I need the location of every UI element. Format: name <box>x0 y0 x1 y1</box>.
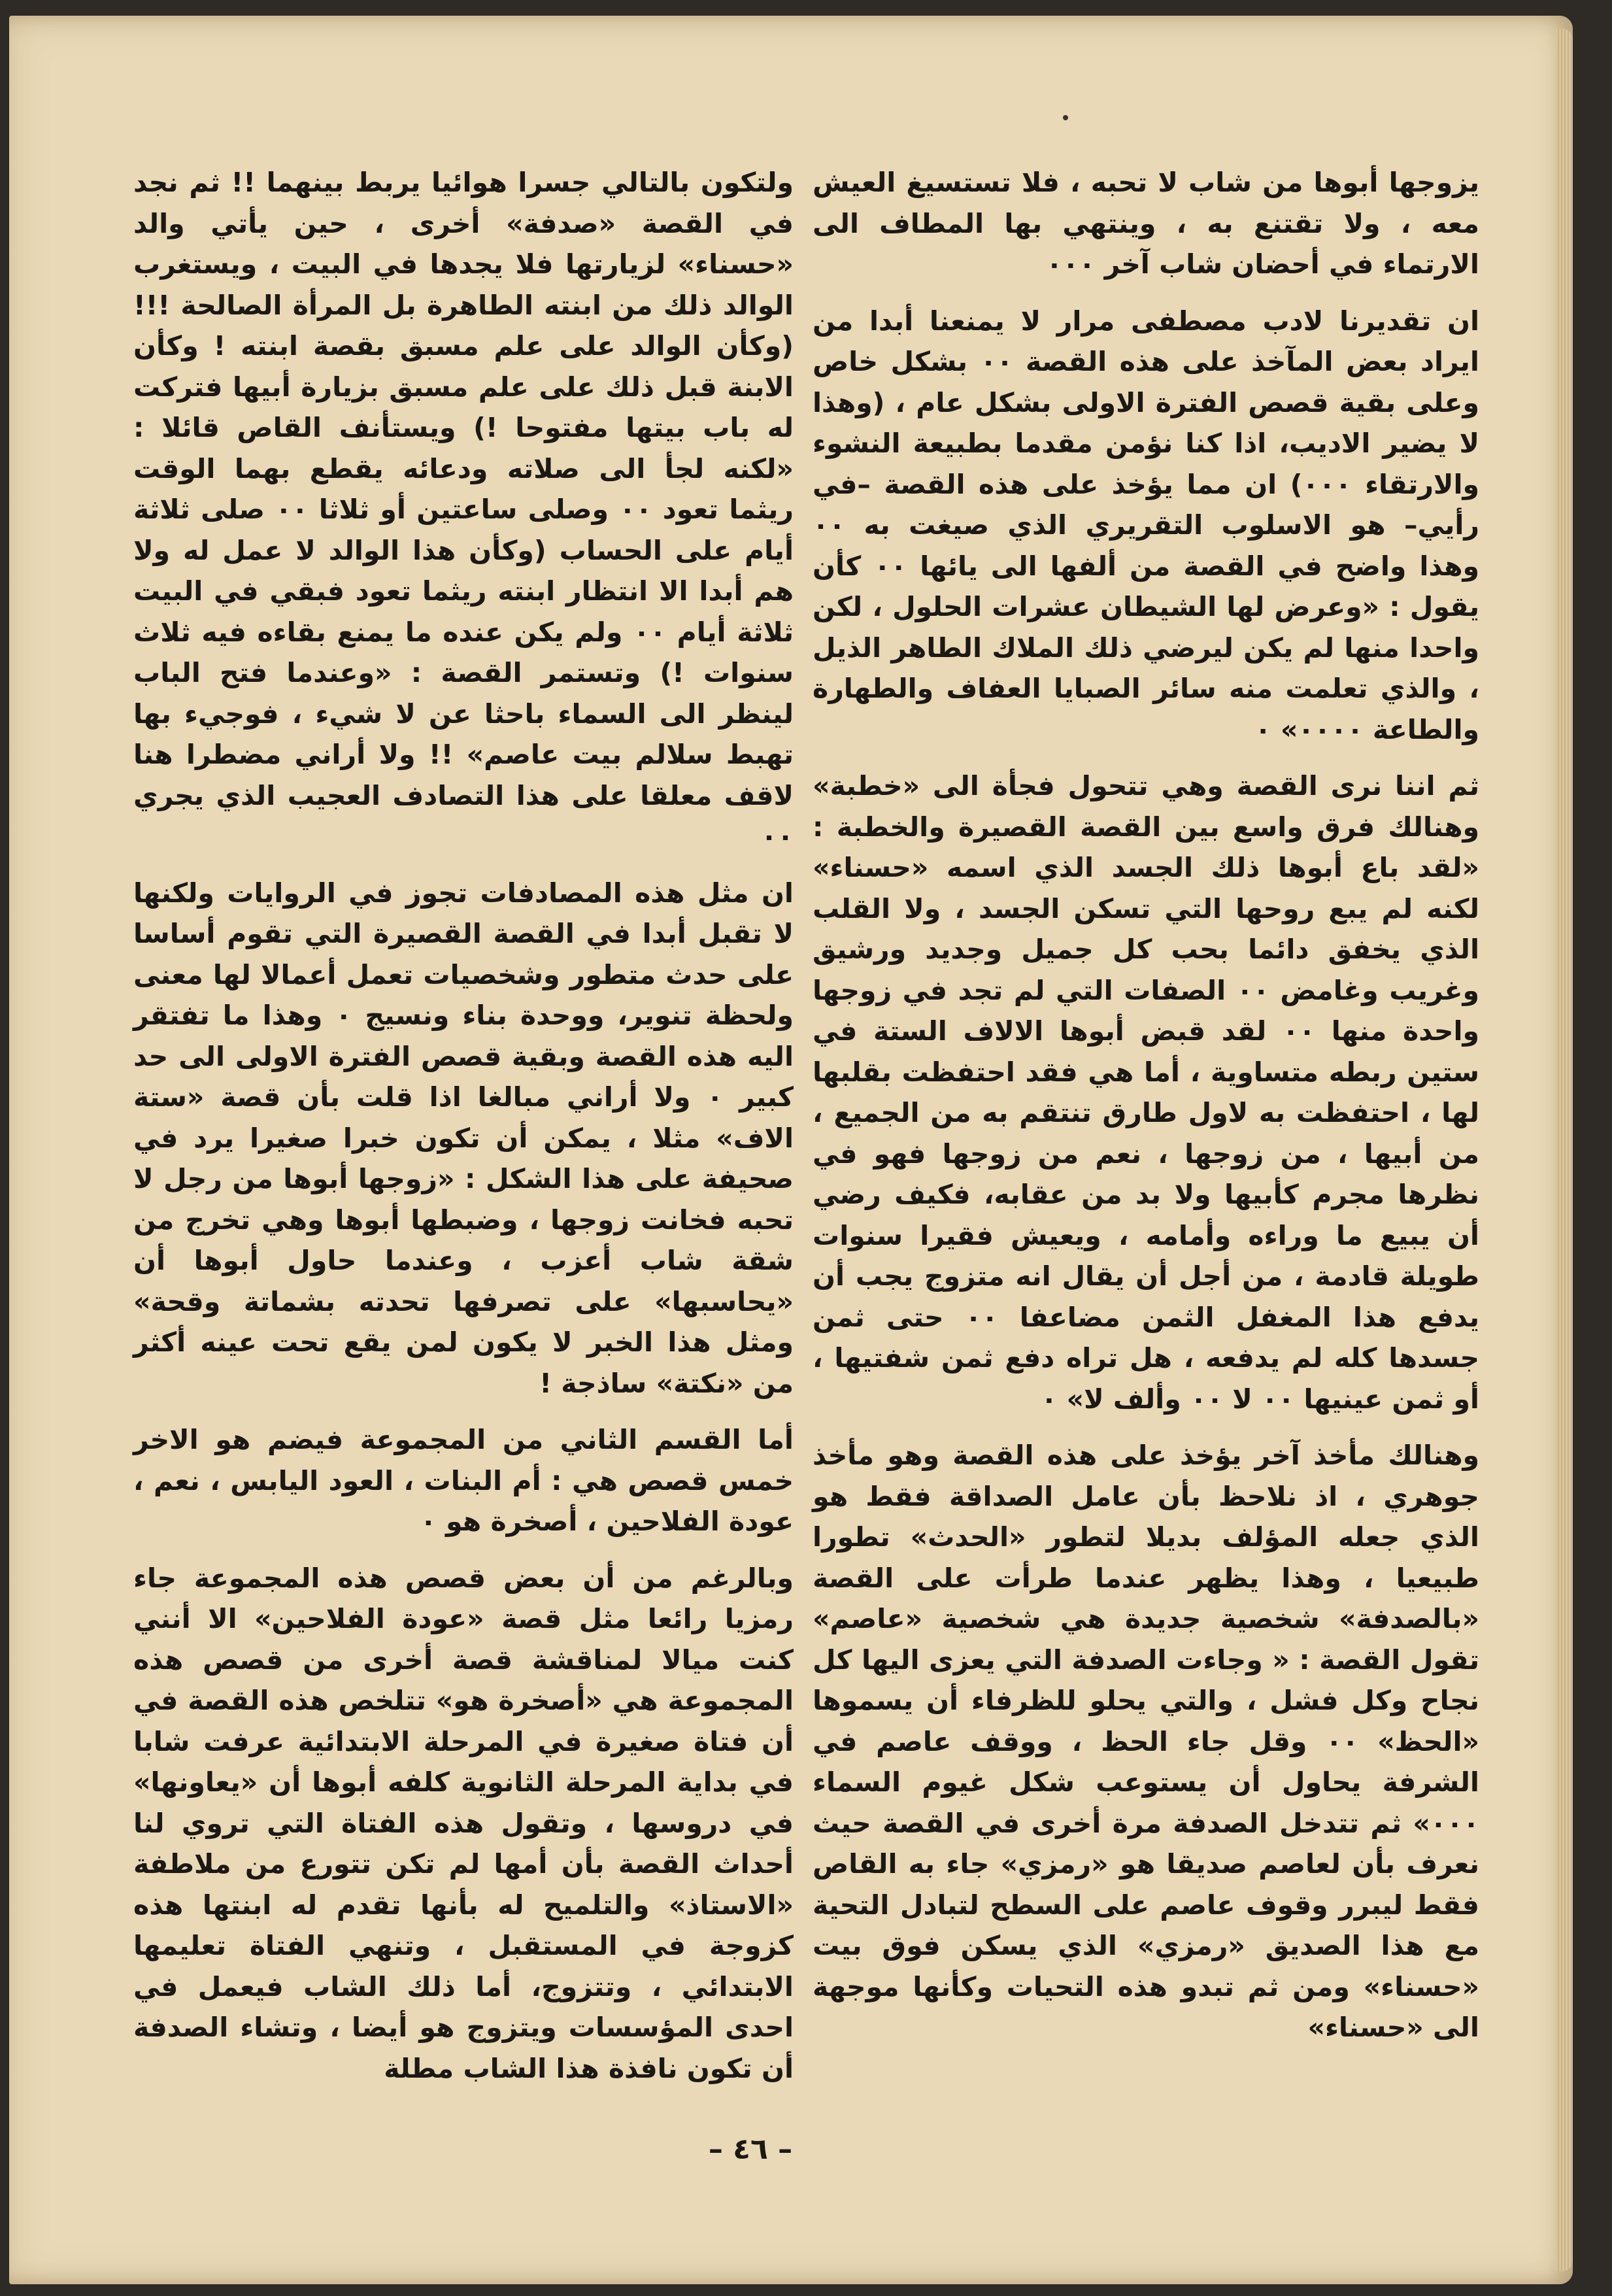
page-number: – ٤٦ – <box>708 2133 793 2166</box>
paragraph: ثم اننا نرى القصة وهي تتحول فجأة الى «خطبة» وهنالك فرق واسع بين القصة القصيرة والخطبة : «لقد باع أبوها ذلك الجسد الذي اسمه «حسناء» لكنه لم يبع روحها التي تسكن الجسد ، ولا القلب الذي يخفق دائما بحب كل جميل وجديد ورشيق وغريب وغامض ٠٠ الصفات التي لم تجد في زوجها واحدة منها ٠٠ لقد قبض أبوها الالاف الستة في ستين ربطه متساوية ، أما هي فقد احتفظت بقلبها لها ، احتفظت به لاول طارق تنتقم به من الجميع ، من أبيها ، من زوجها ، نعم من زوجها فهو في نظرها مجرم كأبيها ولا بد من عقابه، فكيف رضي أن يبيع ما وراءه وأمامه ، ويعيش فقيرا سنوات طويلة قادمة ، من أجل أن يقال انه متزوج يجب أن يدفع هذا المغفل الثمن مضاعفا ٠٠ حتى ثمن جسدها كله لم يدفعه ، هل تراه دفع ثمن شفتيها ، أو ثمن عينيها ٠٠ لا ٠٠ وألف لا» ٠ <box>813 770 1479 1415</box>
paragraph: أما القسم الثاني من المجموعة فيضم هو الاخر خمس قصص هي : أم البنات ، العود اليابس ، نعم ، عودة الفلاحين ، أصخرة هو ٠ <box>133 1424 794 1537</box>
paragraph: ان تقديرنا لادب مصطفى مرار لا يمنعنا أبدا من ايراد بعض المآخذ على هذه القصة ٠٠ بشكل خاص وعلى بقية قصص الفترة الاولى بشكل عام ، (وهذا لا يضير الاديب، اذا كنا نؤمن مقدما بطبيعة النشوء والارتقاء ٠٠٠) ان مما يؤخذ على هذه القصة –في رأيي– هو الاسلوب التقريري الذي صيغت به ٠٠ وهذا واضح في القصة من ألفها الى يائها ٠٠ كأن يقول : «وعرض لها الشيطان عشرات الحلول ، لكن واحدا منها لم يكن ليرضي ذلك الملاك الطاهر الذيل ، والذي تعلمت منه سائر الصبايا العفاف والطهارة والطاعة ٠٠٠٠» ٠ <box>813 305 1479 745</box>
paragraph: وهنالك مأخذ آخر يؤخذ على هذه القصة وهو مأخذ جوهري ، اذ نلاحظ بأن عامل الصداقة فقط هو الذي جعله المؤلف بديلا لتطور «الحدث» تطورا طبيعيا ، وهذا يظهر عندما طرأت على القصة «بالصدفة» شخصية جديدة هي شخصية «عاصم» تقول القصة : « وجاءت الصدفة التي يعزى اليها كل نجاح وكل فشل ، والتي يحلو للظرفاء أن يسموها «الحظ» ٠٠ وقل جاء الحظ ، ووقف عاصم في الشرفة يحاول أن يستوعب شكل غيوم السماء ٠٠٠» ثم تتدخل الصدفة مرة أخرى في القصة حيث نعرف بأن لعاصم صديقا هو «رمزي» جاء به القاص فقط ليبرر وقوف عاصم على السطح لتبادل التحية مع هذا الصديق «رمزي» الذي يسكن فوق بيت «حسناء» ومن ثم تبدو هذه التحيات وكأنها موجهة الى «حسناء» <box>813 1440 1479 2043</box>
paragraph: يزوجها أبوها من شاب لا تحبه ، فلا تستسيغ العيش معه ، ولا تقتنع به ، وينتهي بها المطاف الى الارتماء في أحضان شاب آخر ٠٠٠ <box>813 167 1479 280</box>
paragraph: ان مثل هذه المصادفات تجوز في الروايات ولكنها لا تقبل أبدا في القصة القصيرة التي تقوم أساسا على حدث متطور وشخصيات تعمل أعمالا لها معنى ولحظة تنوير، ووحدة بناء ونسيج ٠ وهذا ما تفتقر اليه هذه القصة وبقية قصص الفترة الاولى الى حد كبير ٠ ولا أراني مبالغا اذا قلت بأن قصة «ستة الاف» مثلا ، يمكن أن تكون خبرا صغيرا يرد في صحيفة على هذا الشكل : «زوجها أبوها من رجل لا تحبه فخانت زوجها ، وضبطها أبوها وهي تخرج من شقة شاب أعزب ، وعندما حاول أبوها أن «يحاسبها» على تصرفها تحدته بشماتة وقحة» ومثل هذا الخبر لا يكون لمن يقع تحت عينه أكثر من «نكتة» ساذجة ! <box>133 877 794 1399</box>
paragraph: وبالرغم من أن بعض قصص هذه المجموعة جاء رمزيا رائعا مثل قصة «عودة الفلاحين» الا أنني كنت ميالا لمناقشة قصة أخرى من قصص هذه المجموعة هي «أصخرة هو» تتلخص هذه القصة في أن فتاة صغيرة في المرحلة الابتدائية عرفت شابا في بداية المرحلة الثانوية كلفه أبوها أن «يعاونها» في دروسها ، وتقول هذه الفتاة التي تروي لنا أحداث القصة بأن أمها لم تكن تتورع من ملاطفة «الاستاذ» والتلميح له بأنها تقدم له ابنتها هذه كزوجة في المستقبل ، وتنهي الفتاة تعليمها الابتدائي ، وتتزوج، أما ذلك الشاب فيعمل في احدى المؤسسات ويتزوج هو أيضا ، وتشاء الصدفة أن تكون نافذة هذا الشاب مطلة <box>133 1562 794 2084</box>
left-text-column <box>133 162 794 2104</box>
paragraph: ولتكون بالتالي جسرا هوائيا يربط بينهما !! ثم نجد في القصة «صدفة» أخرى ، حين يأتي والد «حسناء» لزيارتها فلا يجدها في البيت ، ويستغرب الوالد ذلك من ابنته الطاهرة بل المرأة الصالحة !!! (وكأن الوالد على علم مسبق بقصة ابنته ! وكأن الابنة قبل ذلك على علم مسبق بزيارة أبيها فتركت له باب بيتها مفتوحا !) ويستأنف القاص قائلا : «لكنه لجأ الى صلاته ودعائه يقطع بهما الوقت ريثما تعود ٠٠ وصلى ساعتين أو ثلاثا ٠٠ صلى ثلاثة أيام على الحساب (وكأن هذا الوالد لا عمل له ولا هم أبدا الا انتظار ابنته ريثما تعود فبقي في البيت ثلاثة أيام ٠٠ ولم يكن عنده ما يمنع بقاءه فيه ثلاث سنوات !) وتستمر القصة : «وعندما فتح الباب لينظر الى السماء باحثا عن لا شيء ، فوجيء بها تهبط سلالم بيت عاصم» !! ولا أراني مضطرا هنا لاقف معلقا على هذا التصادف العجيب الذي يجري ٠٠ <box>133 167 794 852</box>
page-edge <box>1556 29 1573 2271</box>
decorative-dot <box>1063 115 1068 120</box>
right-text-column <box>813 162 1479 2064</box>
